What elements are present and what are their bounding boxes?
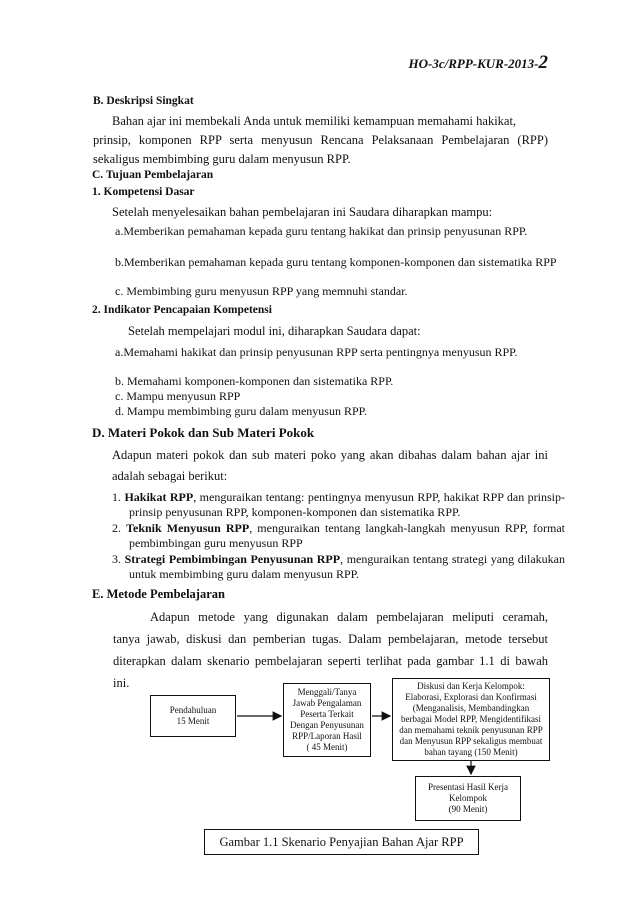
indikator-intro: Setelah mempelajari modul ini, diharapkan Saudara dapat:: [128, 324, 421, 338]
section-c-title: C. Tujuan Pembelajaran: [92, 169, 214, 181]
indikator-item-b: b. Memahami komponen-komponen dan sistematika RPP.: [115, 374, 394, 388]
kompetensi-item-a: a.Memberikan pemahaman kepada guru tentang hakikat dan prinsip penyusunan RPP.: [115, 224, 528, 238]
diagram-box-menggali: Menggali/Tanya Jawab Pengalaman Peserta Terkait Dengan Penyusunan RPP/Laporan Hasil ( 45 Menit): [283, 683, 371, 757]
section-b-line-2: prinsip, komponen RPP serta menyusun Rencana Pelaksanaan Pembelajaran (RPP): [93, 133, 548, 147]
kompetensi-dasar-intro: Setelah menyelesaikan bahan pembelajaran ini Saudara diharapkan mampu:: [112, 205, 493, 219]
materi-item-3: 3. Strategi Pembimbingan Penyusunan RPP, menguraikan tentang strategi yang dilakukan untuk membimbing guru dalam menyusun RPP.: [112, 552, 566, 581]
kompetensi-dasar-title: 1. Kompetensi Dasar: [92, 186, 195, 198]
section-e-line-1: Adapun metode yang digunakan dalam pembelajaran meliputi ceramah,: [150, 610, 548, 624]
diagram-box-pendahuluan: Pendahuluan 15 Menit: [150, 695, 236, 737]
diagram-box-presentasi: Presentasi Hasil Kerja Kelompok (90 Menit): [415, 776, 521, 821]
section-d-intro-2: adalah sebagai berikut:: [112, 469, 228, 483]
section-d-title: D. Materi Pokok dan Sub Materi Pokok: [92, 425, 315, 440]
indikator-item-c: c. Mampu menyusun RPP: [115, 389, 241, 403]
indikator-item-d: d. Mampu membimbing guru dalam menyusun RPP.: [115, 404, 367, 418]
diagram-box-diskusi: Diskusi dan Kerja Kelompok: Elaborasi, Explorasi dan Konfirmasi (Menganalisis, Membandingkan berbagai Model RPP, Mengidentifikasi dan memahami teknik penyusunan RPP dan Menyusun RPP sekaligus membuat bahan tayang (150 Menit): [392, 678, 550, 761]
kompetensi-item-b: b.Memberikan pemahaman kepada guru tentang komponen-komponen dan sistematika RPP: [115, 255, 557, 269]
section-b-line-3: sekaligus membimbing guru dalam menyusun RPP.: [93, 152, 351, 166]
section-b-line-1: Bahan ajar ini membekali Anda untuk memiliki kemampuan memahami hakikat,: [112, 114, 517, 128]
indikator-title: 2. Indikator Pencapaian Kompetensi: [92, 304, 272, 316]
page-number: 2: [538, 52, 548, 73]
indikator-item-a: a.Memahami hakikat dan prinsip penyusunan RPP serta pentingnya menyusun RPP.: [115, 345, 518, 359]
materi-item-2: 2. Teknik Menyusun RPP, menguraikan tentang langkah-langkah menyusun RPP, format pembimbingan guru menyusun RPP: [112, 521, 565, 550]
materi-item-1: 1. Hakikat RPP, menguraikan tentang: pentingnya menyusun RPP, hakikat RPP dan prinsip-prinsip penyusunan RPP, komponen-komponen dan sistematika RPP.: [112, 490, 565, 519]
section-e-line-3: diterapkan dalam skenario pembelajaran seperti terlihat pada gambar 1.1 di bawah: [113, 654, 548, 668]
figure-caption: Gambar 1.1 Skenario Penyajian Bahan Ajar RPP: [204, 829, 479, 855]
section-d-intro-1: Adapun materi pokok dan sub materi poko yang akan dibahas dalam bahan ajar ini: [112, 448, 548, 462]
section-b-title: B. Deskripsi Singkat: [93, 95, 194, 107]
section-e-line-2: tanya jawab, diskusi dan pemberian tugas. Dalam pembelajaran, metode tersebut: [113, 632, 548, 646]
document-code: HO-3c/RPP-KUR-2013-: [408, 56, 539, 71]
section-e-title: E. Metode Pembelajaran: [92, 587, 225, 601]
section-e-line-4: ini.: [113, 676, 130, 690]
kompetensi-item-c: c. Membimbing guru menyusun RPP yang memnuhi standar.: [115, 284, 408, 298]
